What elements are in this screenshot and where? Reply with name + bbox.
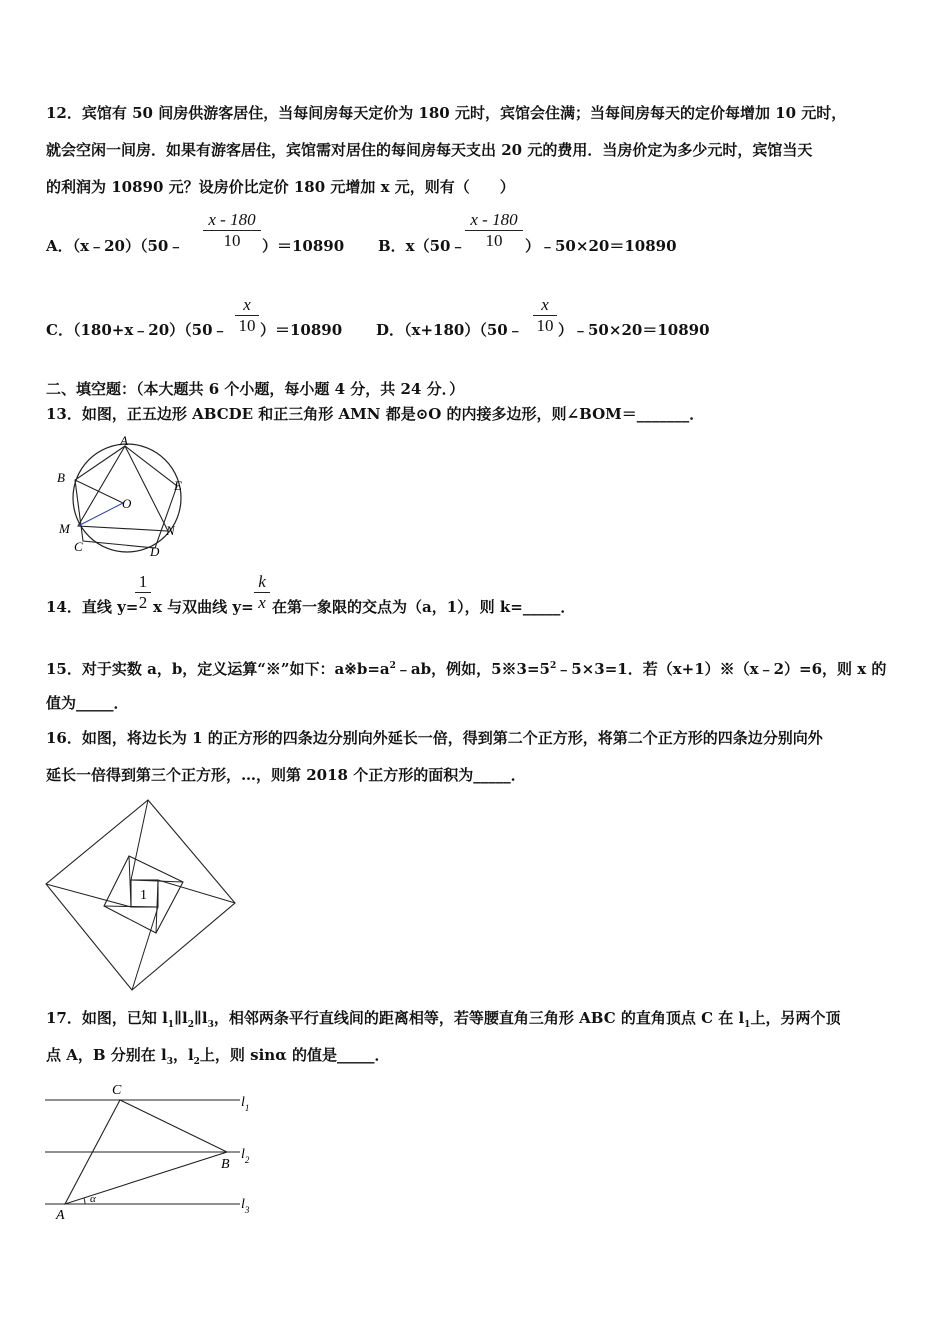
section-heading-fill-in: 二、填空题：（本大题共 6 个小题，每小题 4 分，共 24 分．） xyxy=(46,380,465,398)
fraction-numerator: x - 180 xyxy=(208,210,256,229)
q13-figure xyxy=(55,433,195,563)
q17-figure xyxy=(45,1080,260,1223)
q14-fraction-k-over-x xyxy=(254,572,270,613)
q12-option-b-prefix: B．x（50﹣ xyxy=(378,237,466,255)
q14-suffix: 在第一象限的交点为（a，1），则 k=_____． xyxy=(272,598,576,616)
q12-line1: 12．宾馆有 50 间房供游客居住，当每间房每天定价为 180 元时，宾馆会住满；当每间房每天的定价每增加 10 元时， xyxy=(46,104,847,122)
label-l2: $l_2$ xyxy=(241,1147,250,1165)
fraction-numerator: k xyxy=(258,572,266,591)
label-m: M xyxy=(59,521,70,536)
label-a: A xyxy=(56,1208,65,1223)
q14-prefix: 14．直线 y= xyxy=(46,598,139,616)
fraction-denominator: 10 xyxy=(238,316,256,335)
q16-figure xyxy=(46,800,236,990)
q12-option-b-fraction xyxy=(465,210,523,251)
q14-middle: x 与双曲线 y= xyxy=(153,598,254,616)
label-l1: $l_1$ xyxy=(241,1095,250,1113)
q12-option-b-suffix: ）﹣50×20＝10890 xyxy=(525,237,677,255)
label-b: B xyxy=(221,1157,230,1172)
fraction-denominator: 10 xyxy=(536,316,554,335)
q14-fraction-half xyxy=(135,572,151,613)
q16-line1: 16．如图，将边长为 1 的正方形的四条边分别向外延长一倍，得到第二个正方形，将第二个正方形的四条边分别向外 xyxy=(46,729,823,747)
fraction-numerator: x xyxy=(541,295,549,314)
q12-option-a-prefix: A．（x﹣20）（50﹣ xyxy=(46,237,184,255)
q12-option-d-suffix: ）﹣50×20＝10890 xyxy=(558,321,710,339)
angle-alpha-arc xyxy=(84,1198,85,1204)
q13-text: 13．如图，正五边形 ABCDE 和正三角形 AMN 都是⊙O 的内接多边形，则∠BOM＝_______． xyxy=(46,405,705,423)
label-alpha: α xyxy=(90,1193,96,1205)
q12-option-a-fraction xyxy=(203,210,261,251)
q16-line2: 延长一倍得到第三个正方形，…，则第 2018 个正方形的面积为_____． xyxy=(46,766,526,784)
extension-line xyxy=(158,880,235,903)
fraction-denominator: x xyxy=(258,593,266,612)
q12-option-c-prefix: C．（180+x﹣20）（50﹣ xyxy=(46,321,228,339)
q12-option-d-prefix: D．（x+180）（50﹣ xyxy=(376,321,523,339)
label-c: C xyxy=(112,1083,122,1098)
extension-line xyxy=(104,906,158,907)
q12-option-d-fraction xyxy=(533,295,557,336)
fraction-numerator: x xyxy=(243,295,251,314)
q12-option-a-suffix: ）＝10890 xyxy=(262,237,345,255)
fraction-denominator: 10 xyxy=(223,231,241,250)
label-n: N xyxy=(166,523,175,538)
q15-line2: 值为_____． xyxy=(46,694,129,712)
q12-option-c-suffix: ）＝10890 xyxy=(260,321,343,339)
fraction-denominator: 2 xyxy=(138,593,148,612)
extension-line xyxy=(46,884,131,907)
label-d: D xyxy=(150,544,160,559)
segment-ob xyxy=(75,480,123,503)
label-b: B xyxy=(57,470,65,485)
q12-line2: 就会空闲一间房．如果有游客居住，宾馆需对居住的每间房每天支出 20 元的费用．当房价定为多少元时，宾馆当天 xyxy=(46,141,813,159)
label-a: A xyxy=(120,433,128,448)
q12-option-c-fraction xyxy=(235,295,259,336)
label-side-length: 1 xyxy=(140,888,147,903)
extension-line xyxy=(132,907,158,990)
q12-line3: 的利润为 10890 元？设房价比定价 180 元增加 x 元，则有（ ） xyxy=(46,178,515,196)
fraction-numerator: 1 xyxy=(138,572,148,591)
fraction-denominator: 10 xyxy=(485,231,503,250)
label-e: E xyxy=(174,478,182,493)
triangle-amn xyxy=(78,446,168,531)
label-l3: $l_3$ xyxy=(241,1197,250,1215)
label-o: O xyxy=(122,496,132,511)
fraction-numerator: x - 180 xyxy=(470,210,518,229)
q17-line1: 17．如图，已知 $l_1\parallel l_2\parallel l_3$，相邻两条平行直线间的距离相等，若等腰直角三角形 ABC 的直角顶点 C 在 $l_1$上，另两个顶 xyxy=(46,1009,841,1030)
q15-line1: 15．对于实数 a，b，定义运算“※”如下：$a※b=a^2﹣ab$，例如，$5※3=5^2﹣5\times 3=1$．若（x+1）※（x﹣2）=6，则 x 的 xyxy=(46,660,887,678)
label-c: C xyxy=(74,539,83,554)
q17-line2: 点 A，B 分别在 $l_3$，$l_2$上，则 sinα 的值是_____． xyxy=(46,1046,390,1067)
